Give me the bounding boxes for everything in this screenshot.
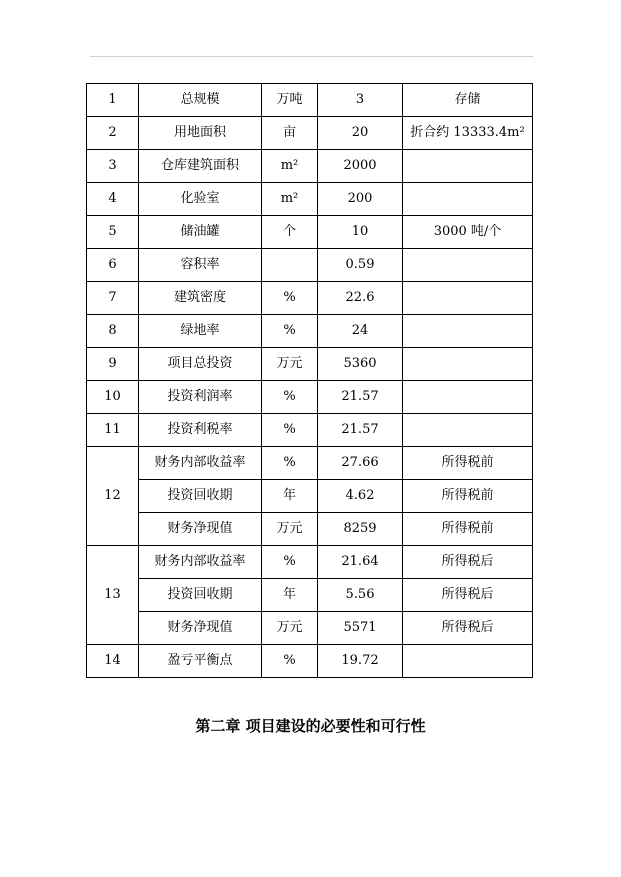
unit-cell: 亩: [262, 117, 318, 150]
unit-cell: 万元: [262, 612, 318, 645]
unit-cell: %: [262, 381, 318, 414]
unit-cell: %: [262, 315, 318, 348]
table-row: [87, 447, 533, 480]
item-cell: 仓库建筑面积: [139, 150, 262, 183]
table-row: [87, 183, 533, 216]
table-row: [87, 348, 533, 381]
note-cell: 折合约 13333.4m²: [403, 117, 533, 150]
unit-cell: 年: [262, 480, 318, 513]
item-cell: 财务净现值: [139, 612, 262, 645]
unit-cell: %: [262, 447, 318, 480]
note-cell: 存储: [403, 84, 533, 117]
item-cell: 总规模: [139, 84, 262, 117]
table-row: [87, 381, 533, 414]
row-number-cell: 4: [87, 183, 139, 216]
table-row: [87, 480, 533, 513]
table-row: [87, 84, 533, 117]
item-cell: 盈亏平衡点: [139, 645, 262, 678]
unit-cell: %: [262, 282, 318, 315]
item-cell: 容积率: [139, 249, 262, 282]
note-cell: 所得税前: [403, 480, 533, 513]
value-cell: 5360: [318, 348, 403, 381]
item-cell: 财务内部收益率: [139, 546, 262, 579]
indicator-table: [86, 83, 533, 678]
row-number-cell: 2: [87, 117, 139, 150]
row-number-cell: 6: [87, 249, 139, 282]
table-row: [87, 249, 533, 282]
note-cell: 所得税后: [403, 546, 533, 579]
table-row: [87, 579, 533, 612]
note-cell: 3000 吨/个: [403, 216, 533, 249]
table-row: [87, 414, 533, 447]
value-cell: 5.56: [318, 579, 403, 612]
value-cell: 27.66: [318, 447, 403, 480]
note-cell: 所得税前: [403, 447, 533, 480]
row-number-cell: 10: [87, 381, 139, 414]
table-row: [87, 216, 533, 249]
item-cell: 建筑密度: [139, 282, 262, 315]
unit-cell: %: [262, 645, 318, 678]
value-cell: 22.6: [318, 282, 403, 315]
value-cell: 200: [318, 183, 403, 216]
note-cell: [403, 249, 533, 282]
item-cell: 投资利税率: [139, 414, 262, 447]
note-cell: [403, 645, 533, 678]
unit-cell: %: [262, 414, 318, 447]
row-number-cell: 13: [87, 546, 139, 645]
row-number-cell: 14: [87, 645, 139, 678]
unit-cell: 万吨: [262, 84, 318, 117]
row-number-cell: 11: [87, 414, 139, 447]
indicator-table-body: [87, 84, 533, 678]
unit-cell: [262, 249, 318, 282]
row-number-cell: 5: [87, 216, 139, 249]
value-cell: 2000: [318, 150, 403, 183]
note-cell: [403, 315, 533, 348]
note-cell: [403, 282, 533, 315]
note-cell: [403, 381, 533, 414]
table-row: [87, 612, 533, 645]
header-rule: [90, 56, 533, 57]
value-cell: 21.57: [318, 381, 403, 414]
note-cell: 所得税前: [403, 513, 533, 546]
table-row: [87, 513, 533, 546]
value-cell: 0.59: [318, 249, 403, 282]
table-row: [87, 150, 533, 183]
unit-cell: 万元: [262, 348, 318, 381]
table-row: [87, 315, 533, 348]
row-number-cell: 7: [87, 282, 139, 315]
row-number-cell: 1: [87, 84, 139, 117]
row-number-cell: 12: [87, 447, 139, 546]
table-row: [87, 117, 533, 150]
table-row: [87, 546, 533, 579]
chapter-heading: 第二章 项目建设的必要性和可行性: [195, 717, 426, 735]
value-cell: 24: [318, 315, 403, 348]
unit-cell: m²: [262, 150, 318, 183]
unit-cell: m²: [262, 183, 318, 216]
item-cell: 项目总投资: [139, 348, 262, 381]
unit-cell: 年: [262, 579, 318, 612]
value-cell: 21.57: [318, 414, 403, 447]
unit-cell: %: [262, 546, 318, 579]
item-cell: 用地面积: [139, 117, 262, 150]
row-number-cell: 3: [87, 150, 139, 183]
item-cell: 财务净现值: [139, 513, 262, 546]
table-row: [87, 645, 533, 678]
value-cell: 20: [318, 117, 403, 150]
note-cell: 所得税后: [403, 579, 533, 612]
note-cell: 所得税后: [403, 612, 533, 645]
unit-cell: 万元: [262, 513, 318, 546]
item-cell: 投资回收期: [139, 579, 262, 612]
item-cell: 储油罐: [139, 216, 262, 249]
item-cell: 财务内部收益率: [139, 447, 262, 480]
item-cell: 绿地率: [139, 315, 262, 348]
value-cell: 10: [318, 216, 403, 249]
item-cell: 投资利润率: [139, 381, 262, 414]
note-cell: [403, 150, 533, 183]
note-cell: [403, 414, 533, 447]
item-cell: 化验室: [139, 183, 262, 216]
value-cell: 21.64: [318, 546, 403, 579]
value-cell: 3: [318, 84, 403, 117]
note-cell: [403, 348, 533, 381]
value-cell: 8259: [318, 513, 403, 546]
unit-cell: 个: [262, 216, 318, 249]
table-row: [87, 282, 533, 315]
row-number-cell: 8: [87, 315, 139, 348]
row-number-cell: 9: [87, 348, 139, 381]
value-cell: 4.62: [318, 480, 403, 513]
item-cell: 投资回收期: [139, 480, 262, 513]
value-cell: 5571: [318, 612, 403, 645]
note-cell: [403, 183, 533, 216]
value-cell: 19.72: [318, 645, 403, 678]
